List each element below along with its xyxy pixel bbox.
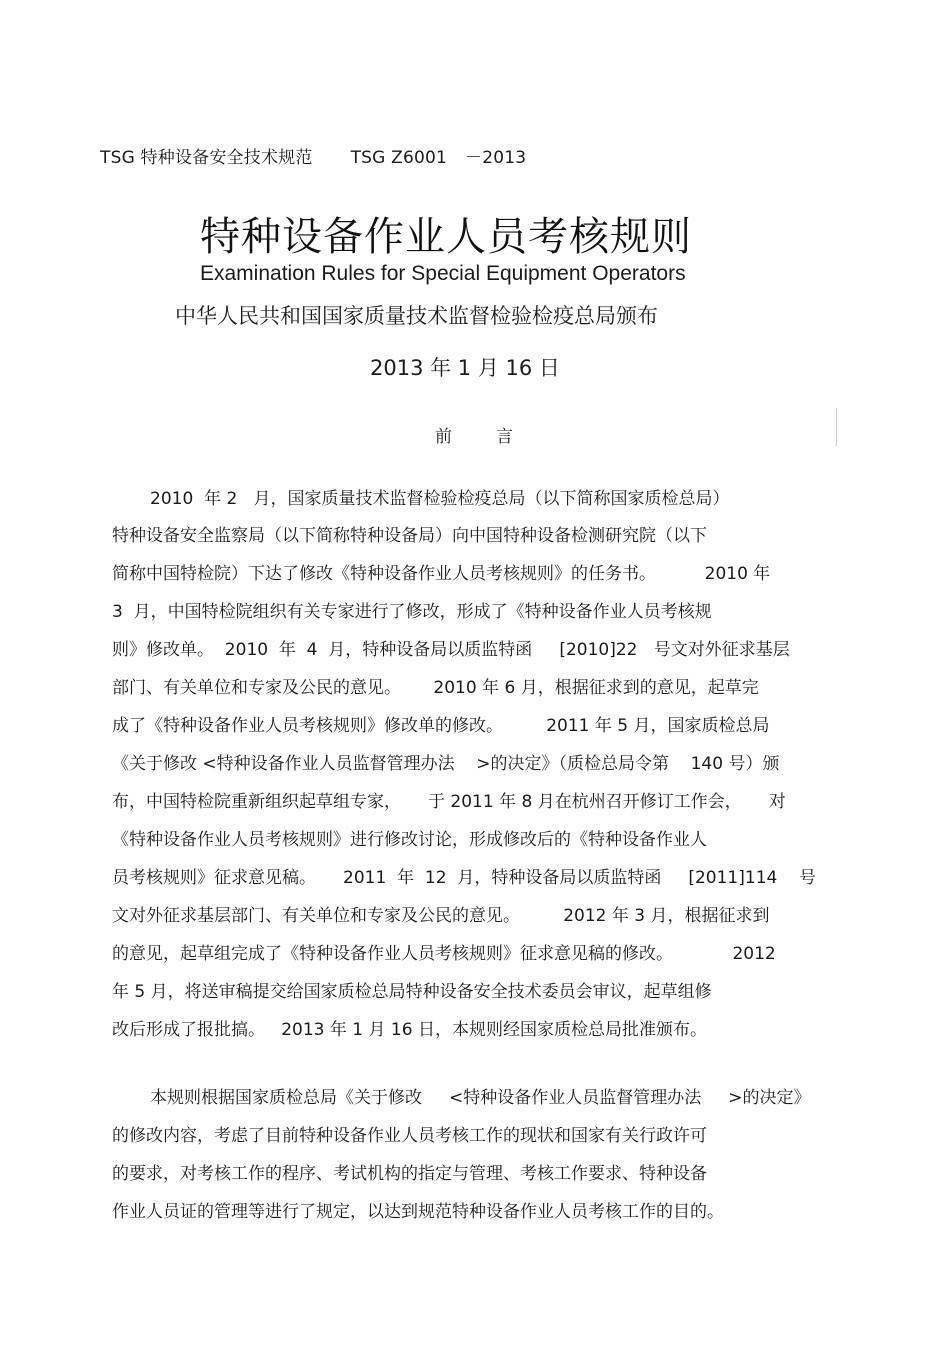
paragraph-line: 的意见，起草组完成了《特种设备作业人员考核规则》征求意见稿的修改。 2012 (112, 944, 776, 964)
paragraph-line: 的修改内容，考虑了目前特种设备作业人员考核工作的现状和国家有关行政许可 (112, 1126, 707, 1146)
paragraph-line: 部门、有关单位和专家及公民的意见。 2010 年 6 月，根据征求到的意见，起草完 (112, 678, 759, 698)
paragraph-line: 3 月，中国特检院组织有关专家进行了修改，形成了《特种设备作业人员考核规 (112, 602, 712, 622)
paragraph-line: 文对外征求基层部门、有关单位和专家及公民的意见。 2012 年 3 月，根据征求到 (112, 906, 770, 926)
header-line (100, 143, 526, 168)
paragraph-line: 员考核规则》征求意见稿。 2011 年 12 月，特种设备局以质监特函 [2011]114 号 (112, 868, 816, 888)
paragraph-line: 则》修改单。 2010 年 4 月，特种设备局以质监特函 [2010]22 号文对外征求基层 (112, 640, 790, 660)
paragraph-line: 特种设备安全监察局（以下简称特种设备局）向中国特种设备检测研究院（以下 (112, 526, 707, 546)
paragraph-line: 2010 年 2 月，国家质量技术监督检验检疫总局（以下简称国家质检总局） (150, 489, 730, 509)
standard-code: TSG Z6001 (350, 148, 448, 168)
issuing-authority: 中华人民共和国国家质量技术监督检验检疫总局颁布 (175, 304, 658, 328)
english-title: Examination Rules for Special Equipment Operators (200, 262, 686, 285)
issue-date: 2013 年 1 月 16 日 (370, 356, 560, 380)
paragraph-line: 作业人员证的管理等进行了规定，以达到规范特种设备作业人员考核工作的目的。 (112, 1202, 724, 1222)
document-title: 特种设备作业人员考核规则 (200, 214, 692, 260)
paragraph-line: 《关于修改 <特种设备作业人员监督管理办法 >的决定》（质检总局令第 140 号）颁 (112, 754, 780, 774)
paragraph-line: 的要求，对考核工作的程序、考试机构的指定与管理、考核工作要求、特种设备 (112, 1164, 707, 1184)
paragraph-line: 年 5 月，将送审稿提交给国家质检总局特种设备安全技术委员会审议，起草组修 (112, 982, 712, 1002)
paragraph-line: 简称中国特检院）下达了修改《特种设备作业人员考核规则》的任务书。 2010 年 (112, 564, 771, 584)
paragraph-line: 改后形成了报批搞。 2013 年 1 月 16 日，本规则经国家质检总局批准颁布。 (112, 1020, 707, 1040)
standard-year: －2013 (465, 148, 527, 168)
series-name: TSG 特种设备安全技术规范 (100, 148, 313, 168)
paragraph-line: 本规则根据国家质检总局《关于修改 <特种设备作业人员监督管理办法 >的决定》 (150, 1088, 811, 1108)
preface-heading: 前言 (435, 427, 557, 447)
paragraph-line: 成了《特种设备作业人员考核规则》修改单的修改。 2011 年 5 月，国家质检总局 (112, 716, 770, 736)
paragraph-line: 《特种设备作业人员考核规则》进行修改讨论，形成修改后的《特种设备作业人 (112, 830, 707, 850)
paragraph-line: 布，中国特检院重新组织起草组专家， 于 2011 年 8 月在杭州召开修订工作会， 对 (112, 792, 786, 812)
page-edge-mark (836, 408, 837, 446)
